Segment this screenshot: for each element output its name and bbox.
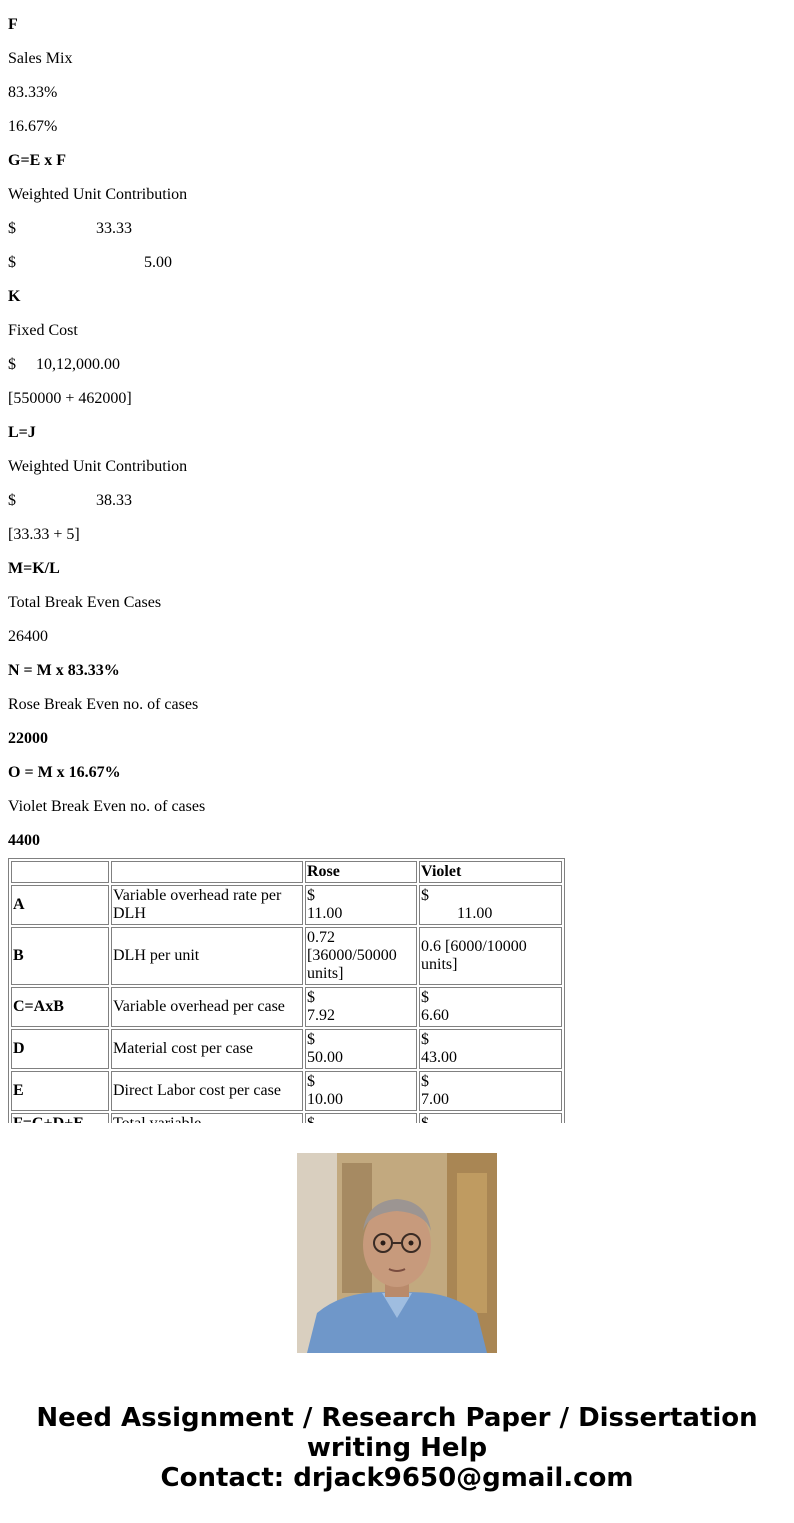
cell-rose xyxy=(305,1029,417,1069)
cell-violet-text: $ 7.00 xyxy=(421,1073,449,1108)
cell-code xyxy=(11,987,109,1027)
cell-rose xyxy=(305,885,417,925)
calc-line xyxy=(0,816,794,850)
calc-value: Rose Break Even no. of cases xyxy=(8,696,199,713)
table-row xyxy=(11,1071,562,1111)
promo-line-1: Need Assignment / Research Paper / Dissertation xyxy=(36,1403,758,1433)
calc-value: Weighted Unit Contribution xyxy=(8,458,188,475)
calc-label: G=E x F xyxy=(8,152,67,169)
cell-violet-text: $ 43.00 xyxy=(421,1031,457,1066)
calc-line xyxy=(0,612,794,646)
calc-value: $ 10,12,000.00 xyxy=(8,356,120,373)
cost-table xyxy=(8,858,565,1138)
cell-violet xyxy=(419,927,562,985)
cell-code-text: E xyxy=(13,1082,24,1099)
calc-value: Total Break Even Cases xyxy=(8,594,162,611)
calc-label: F xyxy=(8,16,18,33)
cell-violet xyxy=(419,1029,562,1069)
header-cell xyxy=(111,861,303,883)
calc-line xyxy=(0,136,794,170)
cell-violet xyxy=(419,885,562,925)
cell-code xyxy=(11,1029,109,1069)
cell-label-text: Variable overhead rate per DLH xyxy=(113,887,282,922)
calc-label: 4400 xyxy=(8,832,40,849)
cell-label xyxy=(111,927,303,985)
calc-line xyxy=(0,306,794,340)
cell-violet xyxy=(419,1071,562,1111)
promo-line-2: writing Help xyxy=(306,1433,488,1463)
calc-line xyxy=(0,68,794,102)
calc-line xyxy=(0,238,794,272)
person-photo-icon xyxy=(297,1153,497,1353)
table-row xyxy=(11,987,562,1027)
header-cell xyxy=(419,861,562,883)
calc-label: K xyxy=(8,288,21,305)
calc-value: Weighted Unit Contribution xyxy=(8,186,188,203)
cell-code-text: D xyxy=(13,1040,25,1057)
cell-rose xyxy=(305,987,417,1027)
cell-label-text: Direct Labor cost per case xyxy=(113,1082,281,1099)
calc-value: [550000 + 462000] xyxy=(8,390,132,407)
cell-code-text: C=AxB xyxy=(13,998,64,1015)
calc-line xyxy=(0,170,794,204)
calc-value: 16.67% xyxy=(8,118,58,135)
calc-value: Fixed Cost xyxy=(8,322,78,339)
calc-line xyxy=(0,510,794,544)
cell-label-text: DLH per unit xyxy=(113,947,200,964)
promo-text xyxy=(0,1403,794,1493)
calc-line xyxy=(0,578,794,612)
table-row xyxy=(11,1029,562,1069)
cell-rose xyxy=(305,1071,417,1111)
calc-line xyxy=(0,748,794,782)
calc-value: Violet Break Even no. of cases xyxy=(8,798,206,815)
calc-line xyxy=(0,646,794,680)
cell-code-text: B xyxy=(13,947,24,964)
cell-label-text: Material cost per case xyxy=(113,1040,253,1057)
table-row xyxy=(11,927,562,985)
calc-line xyxy=(0,0,794,34)
cell-rose-text: $ 10.00 xyxy=(307,1073,343,1108)
table-row xyxy=(11,885,562,925)
calc-value: $ 38.33 xyxy=(8,492,132,509)
header-label: Violet xyxy=(421,863,462,880)
calc-line xyxy=(0,782,794,816)
calc-line xyxy=(0,680,794,714)
cell-violet-text: $ 11.00 xyxy=(421,887,493,922)
calc-line xyxy=(0,408,794,442)
calc-line xyxy=(0,340,794,374)
cell-code xyxy=(11,885,109,925)
calc-line xyxy=(0,204,794,238)
cell-rose-text: $ 11.00 xyxy=(307,887,343,922)
cell-violet-text: $ 6.60 xyxy=(421,989,449,1024)
header-label: Rose xyxy=(307,863,340,880)
header-cell xyxy=(305,861,417,883)
cell-label xyxy=(111,987,303,1027)
calc-value: Sales Mix xyxy=(8,50,73,67)
calc-value: 83.33% xyxy=(8,84,58,101)
table-header-row xyxy=(11,861,562,883)
cell-rose-text: $ 7.92 xyxy=(307,989,335,1024)
cell-label xyxy=(111,1029,303,1069)
cell-rose xyxy=(305,927,417,985)
header-cell xyxy=(11,861,109,883)
cell-violet-text: 0.6 [6000/10000 units] xyxy=(421,938,527,973)
promo-section xyxy=(0,1123,794,1523)
promo-contact: Contact: drjack9650@gmail.com xyxy=(160,1463,634,1493)
calc-value: $ 33.33 xyxy=(8,220,132,237)
calc-line xyxy=(0,102,794,136)
cell-code-text: A xyxy=(13,896,25,913)
calc-label: 22000 xyxy=(8,730,48,747)
calc-line xyxy=(0,476,794,510)
calc-line xyxy=(0,544,794,578)
cell-code xyxy=(11,927,109,985)
calc-label: N = M x 83.33% xyxy=(8,662,120,679)
calc-line xyxy=(0,34,794,68)
calc-label: M=K/L xyxy=(8,560,60,577)
cell-rose-text: 0.72 [36000/50000 units] xyxy=(307,929,397,982)
calc-line xyxy=(0,272,794,306)
calc-value: [33.33 + 5] xyxy=(8,526,80,543)
cell-code xyxy=(11,1071,109,1111)
calc-value: 26400 xyxy=(8,628,48,645)
cell-rose-text: $ 50.00 xyxy=(307,1031,343,1066)
cell-violet xyxy=(419,987,562,1027)
calc-label: L=J xyxy=(8,424,36,441)
cell-label xyxy=(111,1071,303,1111)
calc-line xyxy=(0,374,794,408)
author-avatar xyxy=(297,1153,497,1353)
calc-value: $ 5.00 xyxy=(8,254,172,271)
cell-label xyxy=(111,885,303,925)
calc-label: O = M x 16.67% xyxy=(8,764,121,781)
calc-line xyxy=(0,714,794,748)
cell-label-text: Variable overhead per case xyxy=(113,998,285,1015)
calc-line xyxy=(0,442,794,476)
